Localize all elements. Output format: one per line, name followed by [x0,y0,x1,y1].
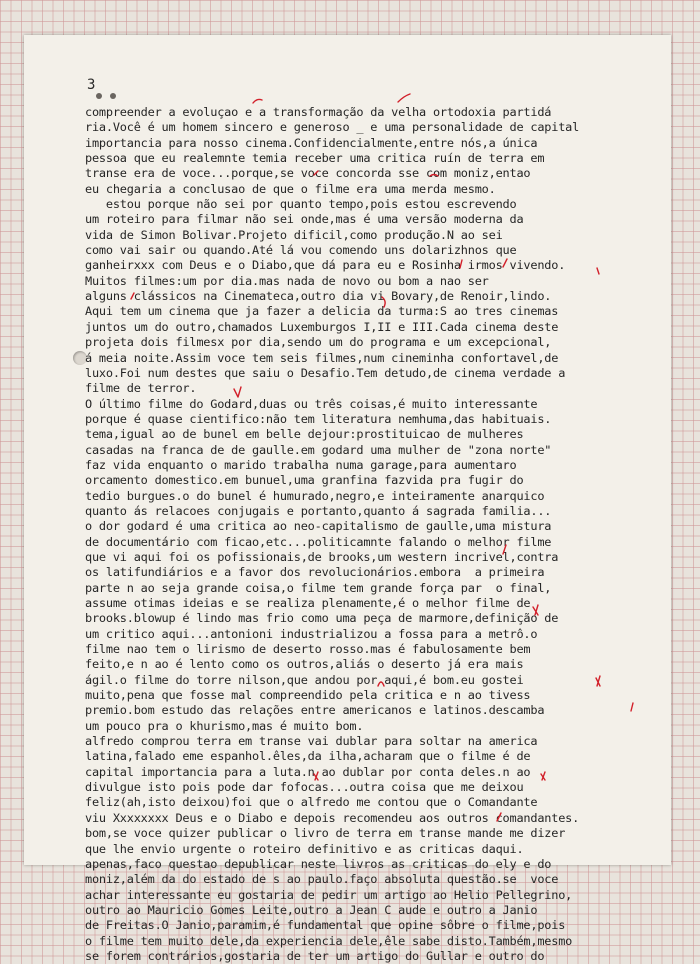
letter-line: o filme tem muito dele,da experiencia dele,êle sabe disto.Também,mesmo [85,933,573,948]
letter-line: quanto ás relacoes conjugais e portanto,quanto á sagrada familia... [85,503,552,518]
letter-line: que vi aqui foi os pofissionais,de brooks,um western incrivel,contra [85,549,559,564]
letter-line: filme nao tem o lirismo de deserto rosso.mas é fabulosamente bem [85,642,531,657]
letter-line: filme de terror. [85,381,197,396]
letter-line: que lhe envio urgente o roteiro definitivo e as criticas daqui. [85,841,524,856]
letter-line: feliz(ah,isto deixou)foi que o alfredo me contou que o Comandante [85,795,538,810]
letter-line: outro ao Mauricio Gomes Leite,outro a Jean C aude e outro a Janio [85,902,538,917]
letter-line: projeta dois filmesx por dia,sendo um do programa e um excepcional, [85,335,552,350]
letter-line: O último filme do Godard,duas ou três coisas,é muito interessante [85,396,538,411]
letter-line: vida de Simon Bolivar.Projeto dificil,como produção.N ao sei [85,227,503,242]
letter-line: latina,falado eme espanhol.êles,da ilha,acharam que o filme é de [85,749,531,764]
letter-line: um critico aqui...antonioni industrializou a fossa para a metrô.o [85,626,538,641]
letter-line: ágil.o filme do torre nilson,que andou por aqui,é bom.eu gostei [85,672,524,687]
letter-line: divulgue isto pois pode dar fofocas...outra coisa que me deixou [85,780,524,795]
letter-line: tema,igual ao de bunel em belle dejour:prostituicao de mulheres [85,427,524,442]
letter-line: apenas,faco questao depublicar neste livros as criticas do ely e do [85,856,552,871]
letter-line: ria.Você é um homem sincero e generoso _ e uma personalidade de capital [85,120,580,135]
letter-line: Muitos filmes:um por dia.mas nada de novo ou bom a nao ser [85,273,489,288]
letter-line: de documentário com ficao,etc...politicamnte falando o melhor filme [85,534,552,549]
letter-line: capital importancia para a luta.n ao dublar por conta deles.n ao [85,764,531,779]
letter-line: transe era de voce...porque,se voce concorda sse com moniz,entao [85,166,531,181]
letter-line: compreender a evoluçao e a transformação da velha ortodoxia partidá [85,105,552,119]
letter-line: estou porque não sei por quanto tempo,pois estou escrevendo [85,197,517,212]
staple-marks [96,93,136,103]
letter-line: bom,se voce quizer publicar o livro de terra em transe mande me dizer [85,826,566,841]
letter-line: de Freitas.O Janio,paramim,é fundamental que opine sôbre o filme,pois [85,918,566,933]
letter-body [85,105,665,964]
letter-line: luxo.Foi num destes que saiu o Desafio.Tem detudo,de cinema verdade a [85,365,566,380]
letter-line: orcamento domestico.em bunuel,uma granfina fazvida pra fugir do [85,473,524,488]
letter-line: achar interessante eu gostaria de pedir um artigo ao Helio Pellegrino, [85,887,573,902]
letter-line: á meia noite.Assim voce tem seis filmes,num cineminha confortavel,de [85,350,559,365]
letter-line: eu chegaria a conclusao de que o filme era uma merda mesmo. [85,181,496,196]
letter-line: Aqui tem um cinema que ja fazer a delicia da turma:S ao tres cinemas [85,304,559,319]
letter-line: se forem contrários,gostaria de ter um artigo do Gullar e outro do [85,948,545,963]
letter-line: faz vida enquanto o marido trabalha numa garage,para aumentaro [85,457,517,472]
letter-line: porque é quase cientifico:não tem literatura nemhuma,das habituais. [85,411,552,426]
letter-line: os latifundiários e a favor dos revolucionários.embora a primeira [85,565,545,580]
letter-line: alfredo comprou terra em transe vai dublar para soltar na america [85,734,538,749]
letter-line: um pouco pra o khurismo,mas é muito bom. [85,718,364,733]
letter-line: um roteiro para filmar não sei onde,mas é uma versão moderna da [85,212,524,227]
letter-line: feito,e n ao é lento como os outros,aliás o deserto já era mais [85,657,524,672]
letter-line: alguns clássicos na Cinemateca,outro dia vi Bovary,de Renoir,lindo. [85,289,552,304]
letter-line: importancia para nosso cinema.Confidencialmente,entre nós,a única [85,135,538,150]
letter-line: brooks.blowup é lindo mas frio como uma peça de marmore,definição de [85,611,559,626]
letter-line: o dor godard é uma critica ao neo-capitalismo de gaulle,uma mistura [85,519,552,534]
letter-line: muito,pena que fosse mal compreendido pela critica e n ao tivess [85,688,531,703]
letter-line: tedio burgues.o do bunel é humurado,negro,e inteiramente anarquico [85,488,545,503]
letter-line: moniz,além da do estado de s ao paulo.faço absoluta questão.se voce [85,872,559,887]
letter-line: ganheirxxx com Deus e o Diabo,que dá para eu e Rosinha irmos vivendo. [85,258,566,273]
letter-line: como vai sair ou quando.Até lá vou comendo uns dolarizhnos que [85,243,517,258]
page-number: 3 [87,77,96,93]
letter-line: premio.bom estudo das relações entre americanos e latinos.descamba [85,703,545,718]
letter-line: pessoa que eu realemnte temia receber uma critica ruín de terra em [85,151,545,166]
letter-line: assume otimas ideias e se realiza plenamente,é o melhor filme de [85,596,531,610]
letter-line: casadas na franca de de gaulle.em godard uma mulher de "zona norte" [85,442,552,457]
letter-line: juntos um do outro,chamados Luxemburgos I,II e III.Cada cinema deste [85,319,559,334]
letter-line: viu Xxxxxxxx Deus e o Diabo e depois recomendeu aos outros comandantes. [85,810,580,825]
letter-line: parte n ao seja grande coisa,o filme tem grande força par o final, [85,580,552,595]
